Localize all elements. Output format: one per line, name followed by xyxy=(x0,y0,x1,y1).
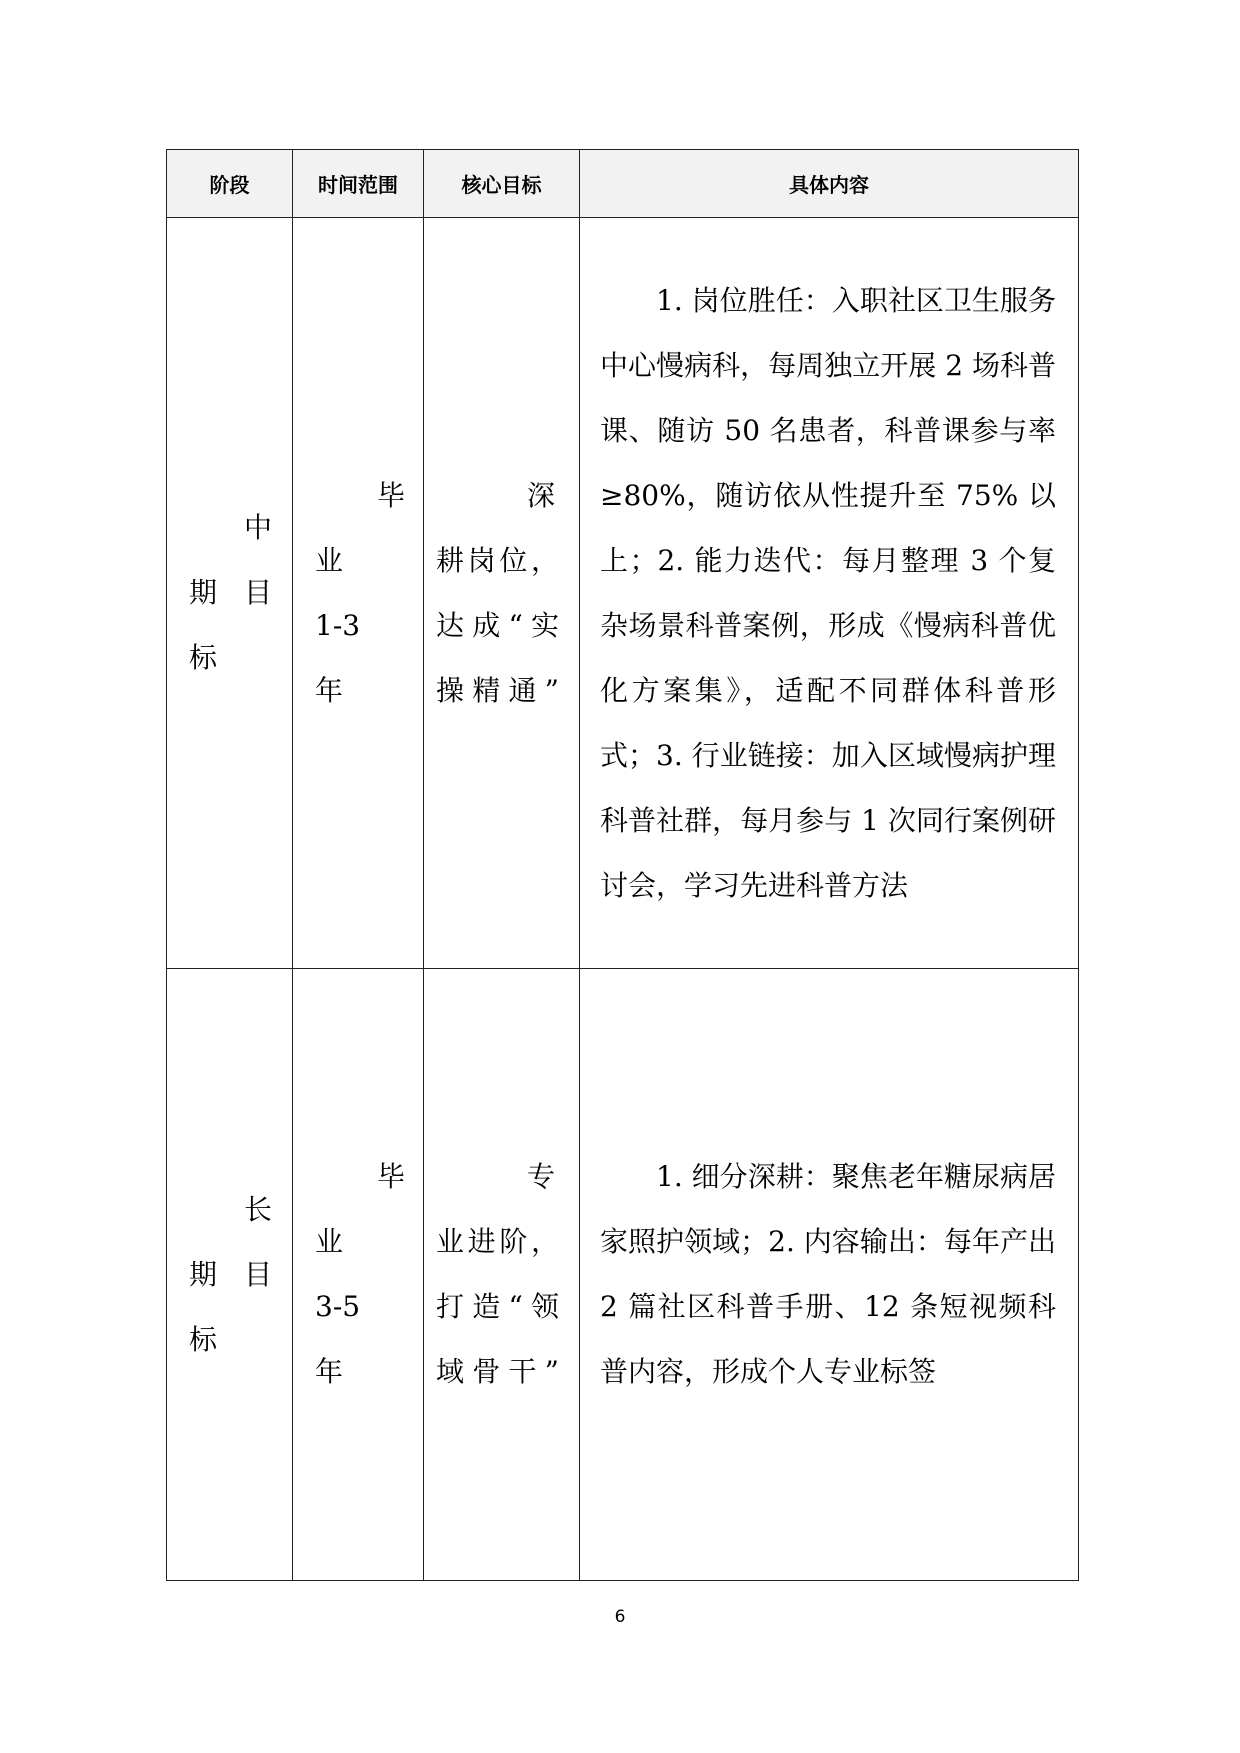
goal-text-lead: 深 xyxy=(526,478,555,512)
goal-text-lead: 专 xyxy=(526,1160,555,1194)
stage-cell xyxy=(167,968,293,1580)
time-range-cell xyxy=(293,218,424,969)
career-plan-table xyxy=(166,149,1079,1581)
page-number: 6 xyxy=(614,1607,626,1627)
time-range-cell xyxy=(293,968,424,1580)
core-goal-cell xyxy=(424,218,580,969)
range-text-1: 业 xyxy=(315,1225,344,1259)
table-header-row xyxy=(167,150,1079,218)
details-cell xyxy=(580,218,1079,969)
range-text-2: 1-3 xyxy=(315,608,361,642)
stage-text-lead: 中 xyxy=(243,511,272,545)
range-text-1: 业 xyxy=(315,543,344,577)
details-text: 1. 岗位胜任：入职社区卫生服务中心慢病科，每周独立开展 2 场科普课、随访 50 名患者，科普课参与率≥80%，随访依从性提升至 75% 以上；2. 能力迭代：每月整理 3 个复杂场景科普案例，形成《慢病科普优化方案集》，适配不同群体科普形式；3. 行业链接：加入区域慢病护理科普社群，每月参与 1 次同行案例研讨会，学习先进科普方法 xyxy=(600,283,1056,902)
stage-text: 期目标 xyxy=(189,576,272,675)
header-time-range: 时间范围 xyxy=(293,150,424,218)
stage-cell xyxy=(167,218,293,969)
range-text-lead: 毕 xyxy=(376,478,405,512)
header-stage: 阶段 xyxy=(167,150,293,218)
stage-text: 期目标 xyxy=(189,1257,272,1356)
range-text-3: 年 xyxy=(315,673,344,707)
range-text-2: 3-5 xyxy=(315,1290,361,1324)
core-goal-cell xyxy=(424,968,580,1580)
range-text-3: 年 xyxy=(315,1355,344,1389)
table-row xyxy=(167,968,1079,1580)
details-text: 1. 细分深耕：聚焦老年糖尿病居家照护领域；2. 内容输出：每年产出 2 篇社区科普手册、12 条短视频科普内容，形成个人专业标签 xyxy=(600,1160,1056,1389)
goal-text: 业进阶，打造“领域骨干” xyxy=(436,1225,559,1389)
goal-text: 耕岗位，达成“实操精通” xyxy=(436,543,559,707)
range-text-lead: 毕 xyxy=(376,1160,405,1194)
header-details: 具体内容 xyxy=(580,150,1079,218)
header-core-goal: 核心目标 xyxy=(424,150,580,218)
details-cell xyxy=(580,968,1079,1580)
stage-text-lead: 长 xyxy=(243,1192,272,1226)
table-row xyxy=(167,218,1079,969)
